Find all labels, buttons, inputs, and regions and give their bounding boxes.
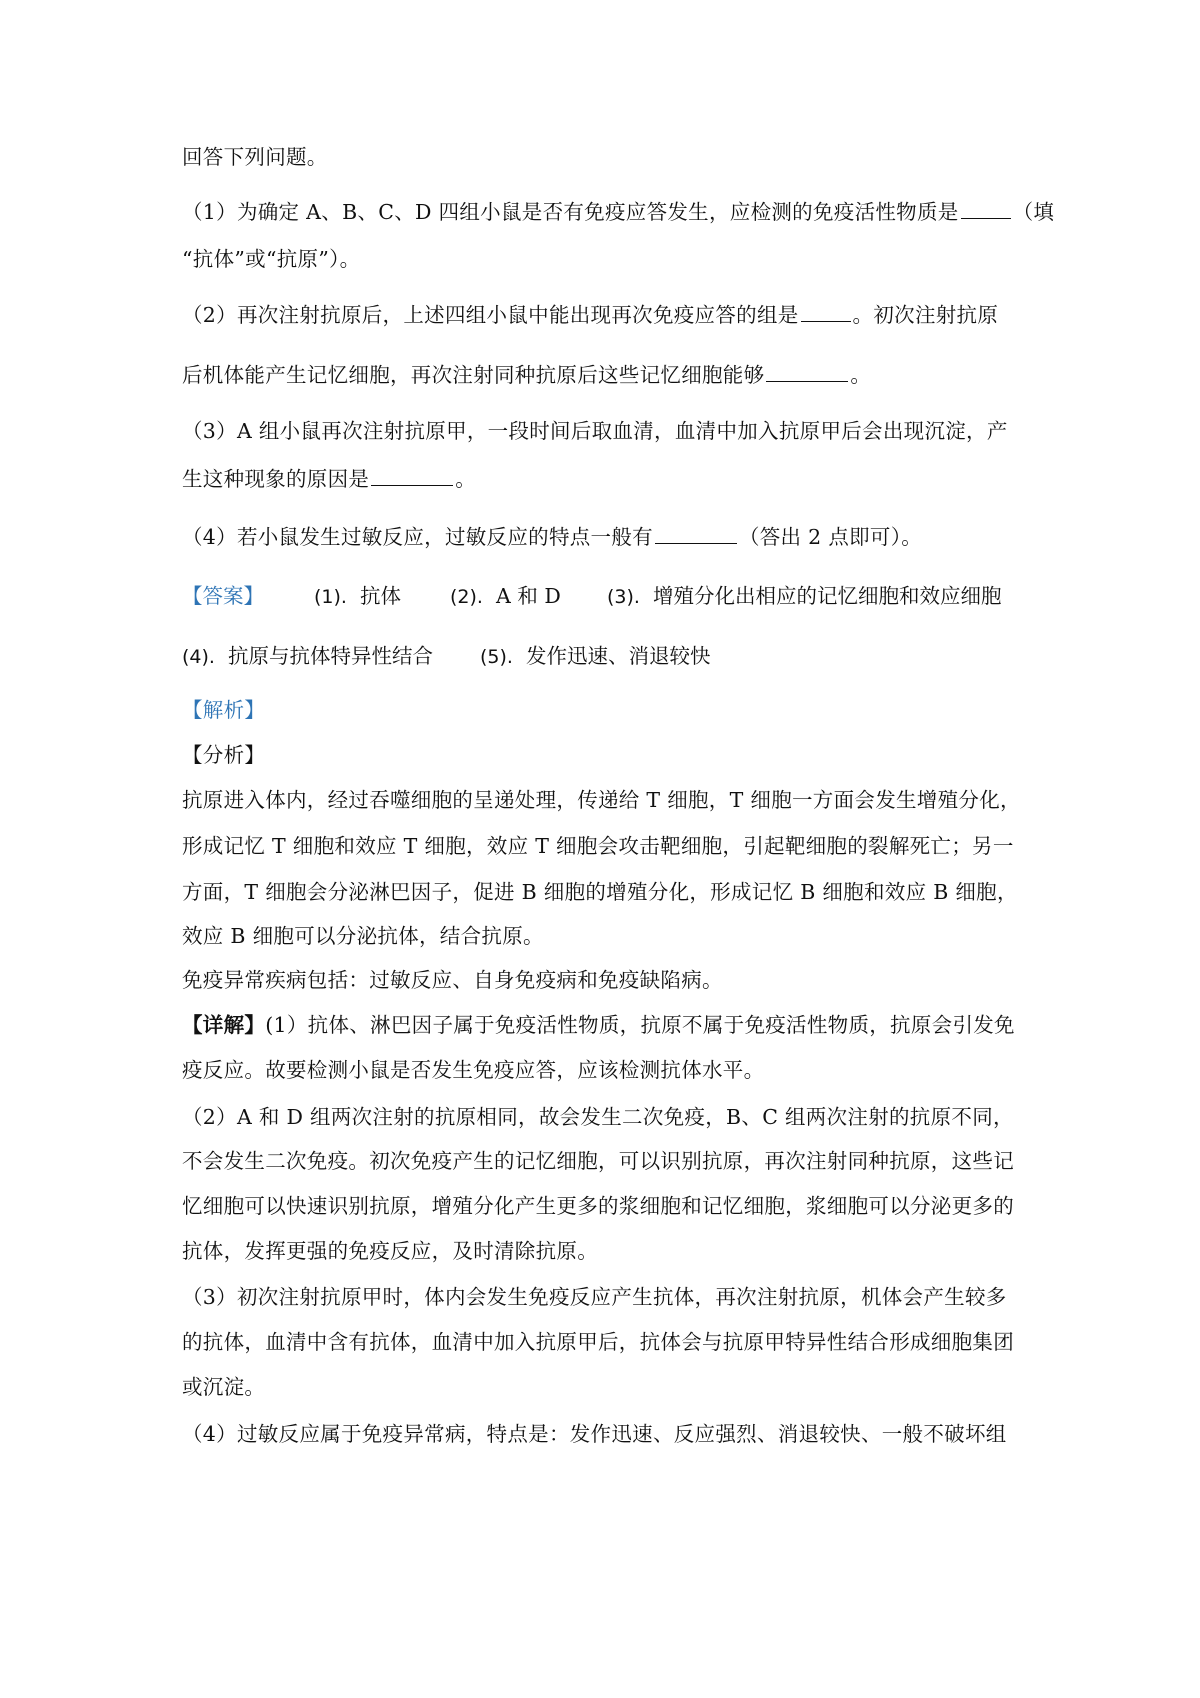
question-2-text-tail: 。初次注射抗原 — [852, 303, 999, 327]
detail-line-1 — [182, 1011, 1015, 1039]
answer-item-3-number: (3). — [607, 586, 640, 608]
detail-line: 忆细胞可以快速识别抗原，增殖分化产生更多的浆细胞和记忆细胞，浆细胞可以分泌更多的 — [182, 1194, 1014, 1218]
question-2-line-2 — [182, 361, 871, 389]
analysis-line: 免疫异常疾病包括：过敏反应、自身免疫病和免疫缺陷病。 — [182, 968, 723, 992]
answer-item-1-number: (1). — [314, 586, 347, 608]
answer-item-3 — [607, 582, 1002, 611]
question-3-line-2 — [182, 465, 476, 493]
question-1-text-tail: （填 — [1012, 200, 1055, 224]
question-4-line — [182, 523, 922, 551]
detail-line: （2）A 和 D 组两次注射的抗原相同，故会发生二次免疫，B、C 组两次注射的抗原不同， — [182, 1105, 1014, 1129]
question-1-line-2: “抗体”或“抗原”）。 — [182, 247, 361, 271]
question-3-line-2-tail: 。 — [455, 467, 477, 491]
answer-blank — [655, 523, 737, 544]
answer-item-2 — [450, 582, 561, 611]
question-3-line-2-text: 生这种现象的原因是 — [182, 467, 370, 491]
detail-line: 抗体，发挥更强的免疫反应，及时清除抗原。 — [182, 1239, 598, 1263]
answer-item-5-text: 发作迅速、消退较快 — [526, 644, 711, 668]
question-4-text-tail: （答出 2 点即可）。 — [738, 525, 923, 549]
answer-item-3-text: 增殖分化出相应的记忆细胞和效应细胞 — [653, 584, 1002, 608]
answer-tag: 【答案】 — [182, 584, 264, 608]
detail-line: 的抗体，血清中含有抗体，血清中加入抗原甲后，抗体会与抗原甲特异性结合形成细胞集团 — [182, 1330, 1014, 1354]
question-2-text: （2）再次注射抗原后，上述四组小鼠中能出现再次免疫应答的组是 — [182, 303, 799, 327]
detail-line-1-text: (1）抗体、淋巴因子属于免疫活性物质，抗原不属于免疫活性物质，抗原会引发免 — [265, 1013, 1015, 1037]
detail-line: （4）过敏反应属于免疫异常病，特点是：发作迅速、反应强烈、消退较快、一般不破坏组 — [182, 1422, 1007, 1446]
answer-item-4-number: (4). — [182, 646, 215, 668]
intro-text: 回答下列问题。 — [182, 145, 328, 169]
answer-item-1-text: 抗体 — [360, 584, 401, 608]
question-1-text: （1）为确定 A、B、C、D 四组小鼠是否有免疫应答发生，应检测的免疫活性物质是 — [182, 200, 959, 224]
question-2-line-2-text: 后机体能产生记忆细胞，再次注射同种抗原后这些记忆细胞能够 — [182, 363, 765, 387]
answer-blank — [801, 301, 851, 322]
answer-blank — [371, 465, 453, 486]
detail-line: 疫反应。故要检测小鼠是否发生免疫应答，应该检测抗体水平。 — [182, 1058, 765, 1082]
fenxi-tag: 【分析】 — [182, 743, 266, 767]
question-2-line-1 — [182, 301, 998, 329]
answer-item-4 — [182, 642, 433, 671]
answer-item-5-number: (5). — [480, 646, 513, 668]
analysis-line: 方面，T 细胞会分泌淋巴因子，促进 B 细胞的增殖分化，形成记忆 B 细胞和效应 B 细胞， — [182, 880, 1018, 904]
question-3-line-1: （3）A 组小鼠再次注射抗原甲，一段时间后取血清，血清中加入抗原甲后会出现沉淀，产 — [182, 419, 1008, 443]
question-4-text: （4）若小鼠发生过敏反应，过敏反应的特点一般有 — [182, 525, 653, 549]
answer-blank — [961, 198, 1011, 219]
detail-line: 或沉淀。 — [182, 1375, 266, 1399]
answer-item-2-number: (2). — [450, 586, 483, 608]
analysis-line: 效应 B 细胞可以分泌抗体，结合抗原。 — [182, 924, 544, 948]
answer-item-4-text: 抗原与抗体特异性结合 — [228, 644, 433, 668]
analysis-tag: 【解析】 — [182, 698, 266, 722]
analysis-line: 抗原进入体内，经过吞噬细胞的呈递处理，传递给 T 细胞，T 细胞一方面会发生增殖分化， — [182, 788, 1021, 812]
question-2-line-2-tail: 。 — [850, 363, 872, 387]
answer-item-2-text: A 和 D — [496, 584, 561, 608]
analysis-line: 形成记忆 T 细胞和效应 T 细胞，效应 T 细胞会攻击靶细胞，引起靶细胞的裂解死亡；另一 — [182, 834, 1014, 858]
answer-item-1 — [314, 582, 401, 611]
detail-line: 不会发生二次免疫。初次免疫产生的记忆细胞，可以识别抗原，再次注射同种抗原，这些记 — [182, 1149, 1014, 1173]
answer-item-5 — [480, 642, 711, 671]
detail-line: （3）初次注射抗原甲时，体内会发生免疫反应产生抗体，再次注射抗原，机体会产生较多 — [182, 1285, 1007, 1309]
question-1-line-1 — [182, 198, 1054, 226]
detail-tag: 【详解】 — [182, 1013, 266, 1037]
answer-blank — [766, 361, 848, 382]
